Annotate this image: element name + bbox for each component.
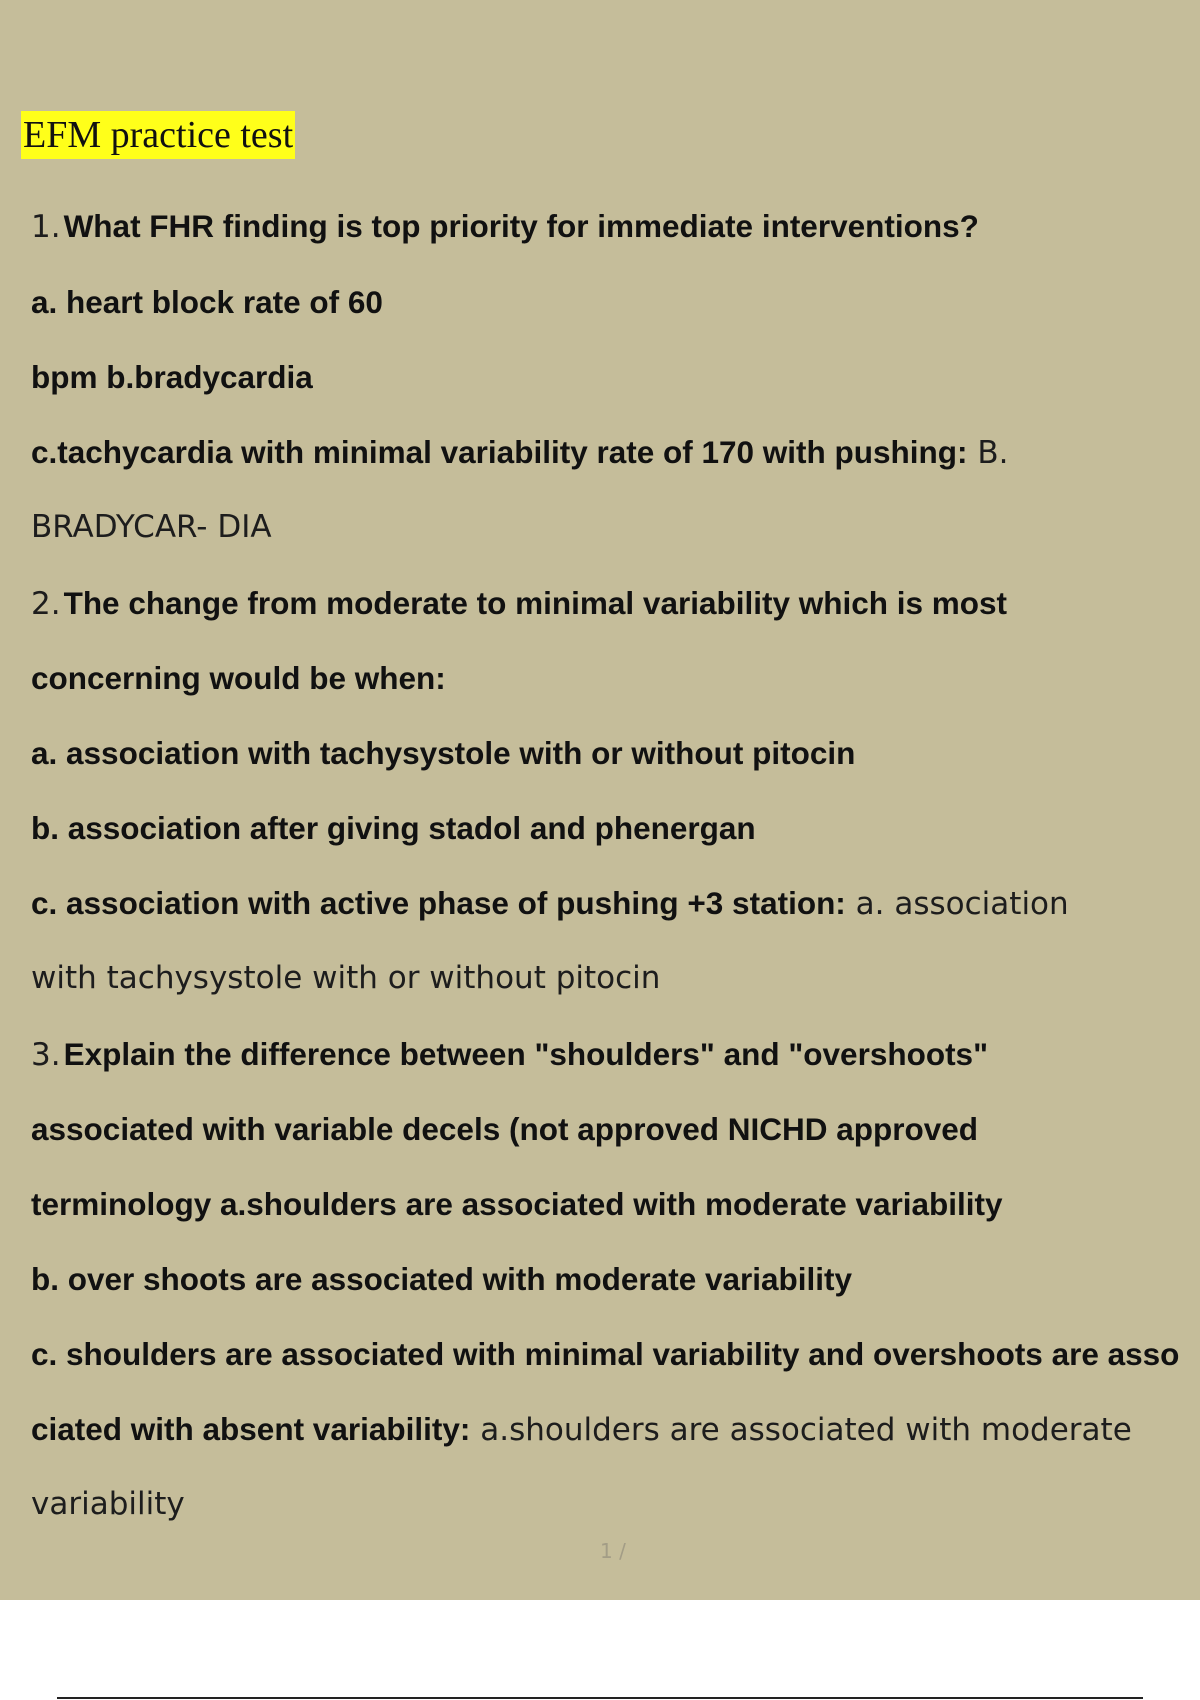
option-text: b. over shoots are associated with moderate variability <box>31 1261 853 1297</box>
question-2 <box>31 583 1007 624</box>
question-1 <box>31 206 979 247</box>
question-line <box>31 1184 1003 1225</box>
question-text: What FHR finding is top priority for immediate interventions? <box>63 208 979 244</box>
question-3 <box>31 1034 988 1075</box>
question-text: terminology a.shoulders are associated with moderate variability <box>31 1186 1003 1222</box>
option-text: c. association with active phase of pushing +3 station: <box>31 885 846 921</box>
option-text: a. heart block rate of 60 <box>31 284 383 320</box>
option-line <box>31 1409 1132 1450</box>
question-text: Explain the difference between "shoulders" and "overshoots" <box>63 1036 989 1072</box>
question-number: 2. <box>31 586 61 622</box>
page-number: 1 / <box>600 1539 626 1563</box>
answer-text: a. association <box>845 886 1069 922</box>
footer-divider <box>57 1697 1143 1699</box>
question-line <box>31 1109 978 1150</box>
answer-text: with tachysystole with or without pitocin <box>31 960 661 996</box>
option-line <box>31 808 756 849</box>
question-number: 3. <box>31 1037 61 1073</box>
option-text: a. association with tachysystole with or without pitocin <box>31 735 856 771</box>
answer-line <box>31 958 660 998</box>
answer-text: a.shoulders are associated with moderate <box>470 1412 1132 1448</box>
option-text: b. association after giving stadol and phenergan <box>31 810 756 846</box>
question-line <box>31 658 446 699</box>
question-text: concerning would be when: <box>31 660 446 696</box>
option-text: c. shoulders are associated with minimal variability and overshoots are asso <box>31 1336 1180 1372</box>
question-number: 1. <box>31 209 61 245</box>
answer-line <box>31 507 272 547</box>
option-line <box>31 883 1069 924</box>
answer-text: BRADYCAR- DIA <box>31 509 272 545</box>
answer-text: B. <box>967 435 1009 471</box>
option-line <box>31 432 1008 473</box>
answer-line <box>31 1484 185 1524</box>
option-text: ciated with absent variability: <box>31 1411 471 1447</box>
option-line <box>31 357 313 398</box>
option-line <box>31 282 383 323</box>
question-text: associated with variable decels (not approved NICHD approved <box>31 1111 978 1147</box>
document-title: EFM practice test <box>21 111 295 159</box>
option-line <box>31 1334 1179 1375</box>
answer-text: variability <box>31 1486 185 1522</box>
question-text: The change from moderate to minimal variability which is most <box>63 585 1008 621</box>
option-text: bpm b.bradycardia <box>31 359 313 395</box>
option-line <box>31 733 855 774</box>
option-line <box>31 1259 852 1300</box>
option-text: c.tachycardia with minimal variability rate of 170 with pushing: <box>31 434 968 470</box>
